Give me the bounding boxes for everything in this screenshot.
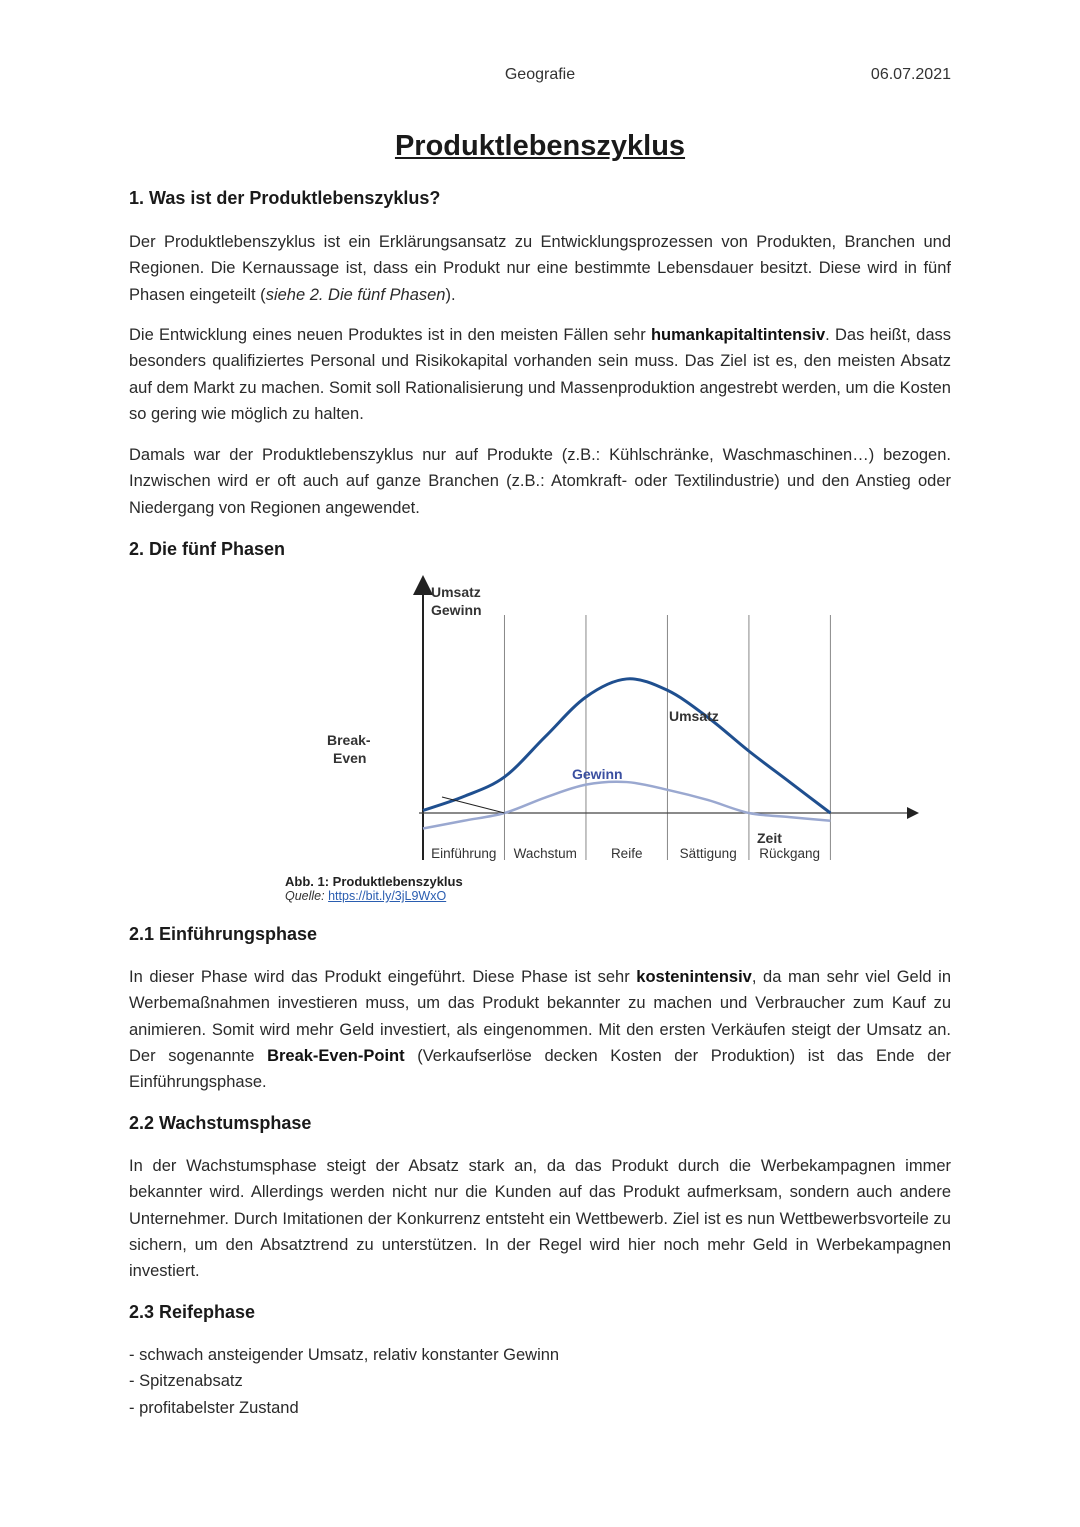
document-title: Produktlebenszyklus [394, 130, 686, 162]
list-item: - profitabelster Zustand [129, 1398, 299, 1417]
section-2-2-paragraph: In der Wachstumsphase steigt der Absatz stark an, da das Produkt durch die Werbekampagnen immer bekannter wird. Allerdings werden nicht nur die Kunden auf das Produkt aufmerksam, sondern auch andere Unternehmer. Durch Imitationen der Konkurrenz entsteht ein Wettbewerb. Ziel ist es nun Wettbewerbsvorteile zu sichern, um den Absatztrend zu unterstützen. In der Regel wird hier noch mehr Geld in Werbekampagnen investiert. [129, 1157, 951, 1281]
break-even-pointer [442, 797, 504, 813]
series-label-gewinn: Gewinn [572, 766, 623, 782]
y-axis-label: Umsatz [431, 584, 481, 600]
page-header [129, 66, 951, 88]
phase-label: Rückgang [759, 846, 821, 861]
section-2-heading: 2. Die fünf Phasen [129, 539, 286, 559]
list-item: - schwach ansteigender Umsatz, relativ konstanter Gewinn [129, 1346, 560, 1364]
section-1-heading: 1. Was ist der Produktlebenszyklus? [129, 188, 441, 208]
series-label-umsatz: Umsatz [669, 708, 719, 724]
lifecycle-chart [279, 575, 821, 875]
lifecycle-chart-svg [279, 575, 821, 875]
caption-source: Quelle: https://bit.ly/3jL9WxO [285, 889, 447, 903]
section-2-1-heading: 2.1 Einführungsphase [129, 924, 318, 944]
y-axis-label: Gewinn [431, 602, 482, 618]
section-1-paragraph-3: Damals war der Produktlebenszyklus nur auf Produkte (z.B.: Kühlschränke, Waschmaschinen…) bezogen. Inzwischen wird er oft auch auf ganze Branchen (z.B.: Atomkraft- oder Textilindustrie) und den Anstieg oder Niedergang von Regionen angewendet. [129, 446, 951, 517]
phase-label: Wachstum [513, 846, 577, 861]
caption-title: Abb. 1: Produktlebenszyklus [285, 874, 463, 889]
section-2-1-paragraph: In dieser Phase wird das Produkt eingeführt. Diese Phase ist sehr kostenintensiv, da man sehr viel Geld in Werbemaßnahmen investieren muss, um das Produkt bekannter zu machen und Verbraucher zum Kauf zu animieren. Somit wird mehr Geld investiert, als eingenommen. Mit den ersten Verkäufen steigt der Umsatz an. Der sogenannte Break-Even-Point (Verkaufserlöse decken Kosten der Produktion) ist das Ende der Einführungsphase. [129, 968, 952, 1092]
phase-label: Einführung [431, 846, 497, 861]
section-2-3-list [129, 1342, 559, 1421]
section-1-paragraph-1: Der Produktlebenszyklus ist ein Erklärungsansatz zu Entwicklungsprozessen von Produkten, Branchen und Regionen. Die Kernaussage ist, dass ein Produkt nur eine bestimmte Lebensdauer besitzt. Diese wird in fünf Phasen eingeteilt (siehe 2. Die fünf Phasen). [129, 233, 951, 304]
break-even-label: Break- [327, 732, 371, 748]
break-even-label: Even [333, 750, 367, 766]
figure-caption [285, 874, 463, 903]
section-1-paragraph-2: Die Entwicklung eines neuen Produktes ist in den meisten Fällen sehr humankapitaltintensiv. Das heißt, dass besonders qualifiziertes Personal und Risikokapital vorhanden sein muss. Das Ziel ist es, den meisten Absatz auf dem Markt zu machen. Somit soll Rationalisierung und Massenproduktion angestrebt werden, um die Kosten so gering wie möglich zu halten. [129, 326, 951, 423]
series-line-umsatz [423, 679, 830, 813]
section-2-2-heading: 2.2 Wachstumsphase [129, 1113, 312, 1133]
list-item: - Spitzenabsatz [129, 1372, 243, 1391]
phase-label: Sättigung [679, 846, 737, 861]
section-2-3-heading: 2.3 Reifephase [129, 1302, 256, 1322]
header-date: 06.07.2021 [870, 66, 951, 83]
header-subject: Geografie [504, 66, 576, 83]
caption-source-link[interactable]: https://bit.ly/3jL9WxO [328, 889, 447, 903]
phase-label: Reife [610, 846, 643, 861]
x-axis-label: Zeit [757, 830, 782, 846]
